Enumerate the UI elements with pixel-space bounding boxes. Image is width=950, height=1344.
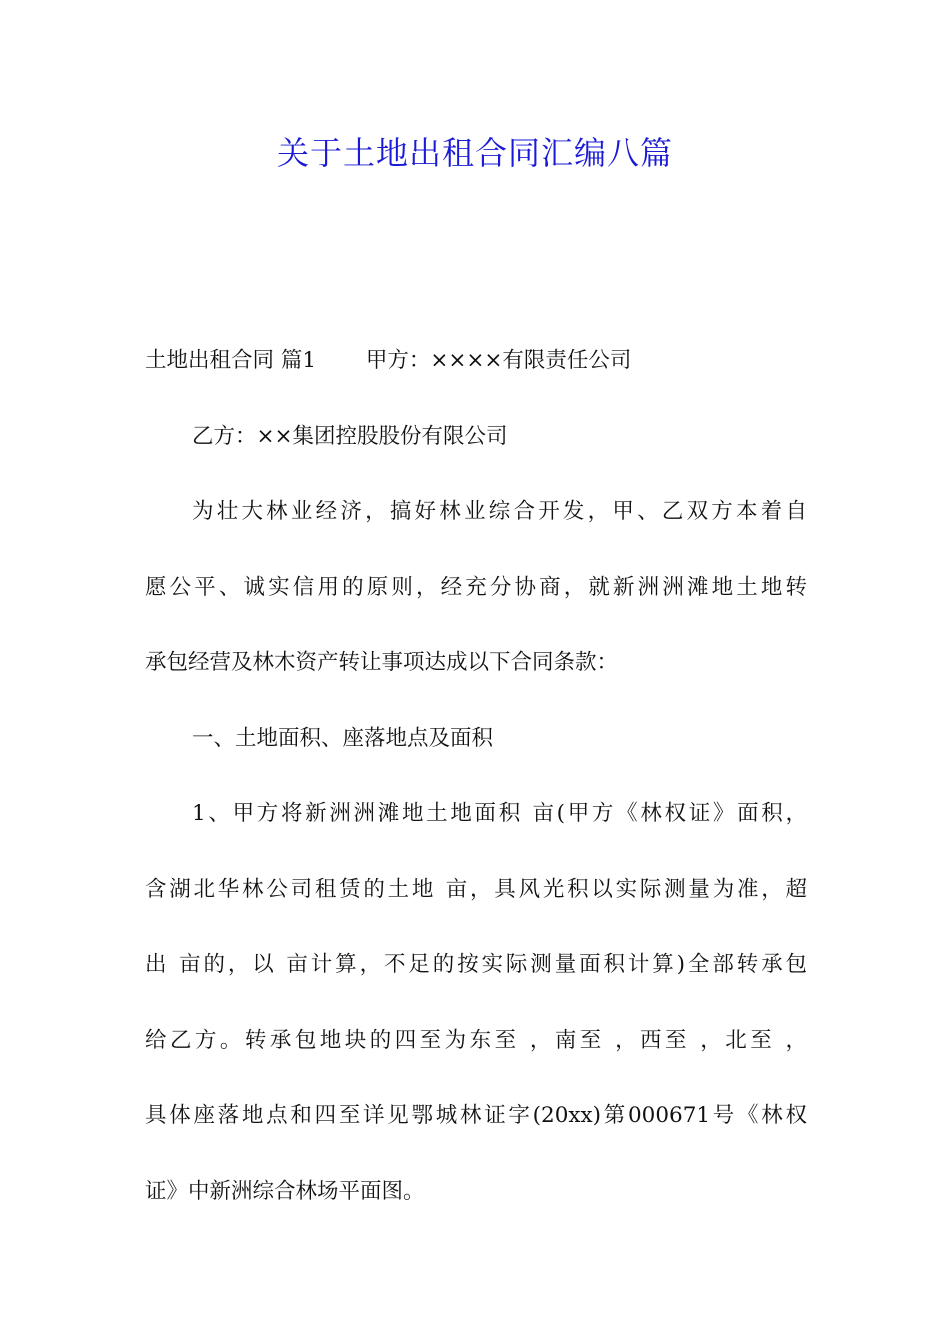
- clause-line: 含湖北华林公司租赁的土地 亩，具风光积以实际测量为准，超: [145, 876, 807, 902]
- clause-line: 给乙方。转承包地块的四至为东至 ，南至 ，西至 ，北至 ，: [145, 1027, 807, 1053]
- clause-line: 具体座落地点和四至详见鄂城林证字(20xx)第000671号《林权: [145, 1103, 807, 1128]
- document-body: [145, 338, 807, 1244]
- document-title: 关于土地出租合同汇编八篇: [276, 134, 673, 172]
- section-heading: 一、土地面积、座落地点及面积: [192, 725, 494, 751]
- paragraph-line: 愿公平、诚实信用的原则，经充分协商，就新洲洲滩地土地转: [145, 574, 807, 600]
- clause-line: 证》中新洲综合林场平面图。: [145, 1178, 425, 1204]
- contract-heading-line: 土地出租合同 篇1 甲方：××××有限责任公司: [145, 348, 632, 373]
- party-b-line: 乙方：××集团控股股份有限公司: [192, 423, 508, 449]
- paragraph-line: 为壮大林业经济，搞好林业综合开发，甲、乙双方本着自: [192, 499, 807, 524]
- clause-line: 出 亩的，以 亩计算，不足的按实际测量面积计算)全部转承包: [145, 952, 807, 977]
- paragraph-line: 承包经营及林木资产转让事项达成以下合同条款：: [145, 650, 619, 675]
- clause-line: 1、甲方将新洲洲滩地土地面积 亩(甲方《林权证》面积，: [192, 801, 807, 826]
